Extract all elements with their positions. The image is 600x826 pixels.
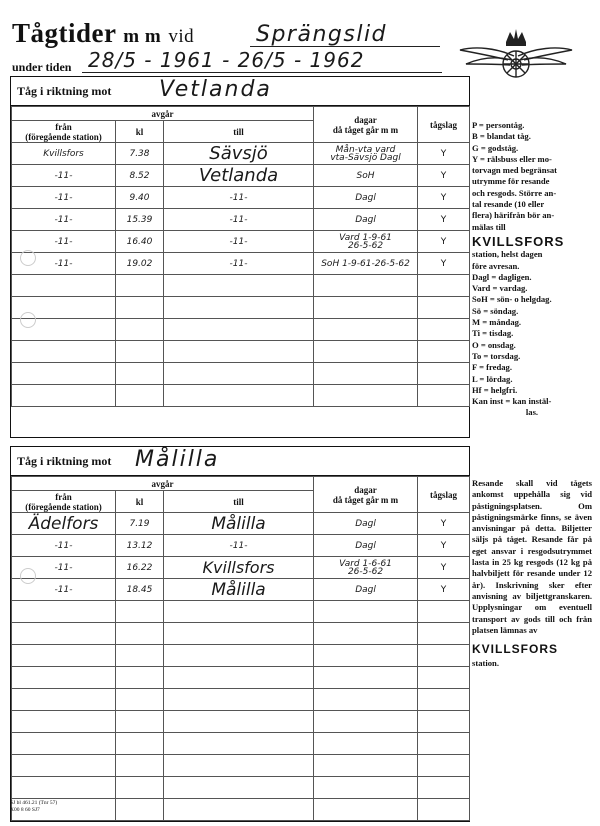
table-row xyxy=(12,165,470,187)
notice-end: station. xyxy=(472,658,499,669)
legend-line: Kan inst = kan instäl- xyxy=(472,396,552,407)
table-row-empty xyxy=(12,601,470,623)
punch-hole xyxy=(20,250,36,266)
table-row xyxy=(12,557,470,579)
cell-type: Y xyxy=(418,535,470,557)
cell-days: Vard 1-6-61 26-5-62 xyxy=(314,557,418,579)
cell-days: Dagl xyxy=(314,187,418,209)
table-row-empty xyxy=(12,645,470,667)
cell-from: -11- xyxy=(12,557,116,579)
col-header-tagslag: tågslag xyxy=(418,107,470,143)
legend-line: L = lördag. xyxy=(472,373,513,384)
table-row-empty xyxy=(12,777,470,799)
punch-hole xyxy=(20,312,36,328)
col-header-fran: från (föregående station) xyxy=(12,491,116,513)
table-row xyxy=(12,253,470,275)
table-row xyxy=(12,143,470,165)
legend-line: mälas till xyxy=(472,221,506,232)
col-header-avgar: avgår xyxy=(12,477,314,491)
form-number: SJ bl 461.21 (Tnr 57) xyxy=(10,800,58,806)
cell-time: 15.39 xyxy=(116,209,164,231)
col-header-tagslag: tågslag xyxy=(418,477,470,513)
cell-type: Y xyxy=(418,513,470,535)
page-title xyxy=(12,18,194,49)
direction-name: Målilla xyxy=(135,447,220,472)
legend-line: Sö = söndag. xyxy=(472,305,519,316)
legend-line: station, helst dagen xyxy=(472,249,543,260)
cell-type: Y xyxy=(418,253,470,275)
legend-line: G = godståg. xyxy=(472,142,519,153)
table-row-empty xyxy=(12,623,470,645)
col-header-till: till xyxy=(164,121,314,143)
legend-line: Dagl = dagligen. xyxy=(472,271,532,282)
cell-from: -11- xyxy=(12,253,116,275)
legend-line: F = fredag. xyxy=(472,362,512,373)
table-row-empty xyxy=(12,799,470,821)
table-row xyxy=(12,187,470,209)
col-header-avgar: avgår xyxy=(12,107,314,121)
cell-days: SoH xyxy=(314,165,418,187)
table-row-empty xyxy=(12,733,470,755)
period-underline xyxy=(82,72,442,73)
cell-to: Målilla xyxy=(164,579,314,601)
cell-from: Ädelfors xyxy=(12,513,116,535)
table-row-empty xyxy=(12,275,470,297)
cell-type: Y xyxy=(418,165,470,187)
legend-line: SoH = sön- o helgdag. xyxy=(472,294,552,305)
section-label: Tåg i riktning mot xyxy=(17,454,112,468)
legend-line: P = persontåg. xyxy=(472,120,525,130)
legend-line: O = onsdag. xyxy=(472,339,516,350)
legend-line: M = måndag. xyxy=(472,317,522,328)
section-header xyxy=(11,77,469,106)
col-header-till: till xyxy=(164,491,314,513)
legend xyxy=(472,120,592,419)
cell-type: Y xyxy=(418,231,470,253)
table-row xyxy=(12,209,470,231)
table-row-empty xyxy=(12,689,470,711)
cell-to: Sävsjö xyxy=(164,143,314,165)
cell-time: 16.40 xyxy=(116,231,164,253)
legend-line: To = torsdag. xyxy=(472,350,521,361)
col-header-kl: kl xyxy=(116,491,164,513)
table-row-empty xyxy=(12,711,470,733)
cell-time: 18.45 xyxy=(116,579,164,601)
station-name: Sprängslid xyxy=(256,22,388,47)
legend-line: utrymme för resande xyxy=(472,176,550,187)
legend-line: Hf = helgfri. xyxy=(472,384,518,395)
cell-to: -11- xyxy=(164,187,314,209)
cell-from: -11- xyxy=(12,187,116,209)
col-header-dagar: dagar då tåget går m m xyxy=(314,477,418,513)
cell-type: Y xyxy=(418,557,470,579)
print-code: X00 8 60 SJ7 xyxy=(10,807,40,813)
col-header-kl: kl xyxy=(116,121,164,143)
cell-type: Y xyxy=(418,209,470,231)
cell-to: Målilla xyxy=(164,513,314,535)
notice-text: Resande skall vid tågets ankomst uppehålla sig vid påstigningsplatsen. Om påstigningsmärke finns, se även anvisningar på detta. Biljetter säljs på tåget. Resande får på eget ansvar i resgodsutrymmet lasta in 25 kg resgods (12 kg på halvbiljett för resande under 12 år). Inskrivning sker efter anvisning av biljettgranskaren. Upplysningar om eventuell transport av gods till och från platsen lämnas av xyxy=(472,478,592,635)
period-value: 28/5 - 1961 - 26/5 - 1962 xyxy=(88,48,365,72)
cell-to: -11- xyxy=(164,253,314,275)
station-stamp: KVILLSFORS xyxy=(472,642,559,657)
table-row-empty xyxy=(12,755,470,777)
table-row-empty xyxy=(12,385,470,407)
station-stamp: KVILLSFORS xyxy=(472,233,565,249)
cell-type: Y xyxy=(418,143,470,165)
table-row-empty xyxy=(12,363,470,385)
cell-days: Mån-vta vard vta-Sävsjö Dagl xyxy=(314,143,418,165)
cell-from: -11- xyxy=(12,231,116,253)
cell-days: Dagl xyxy=(314,535,418,557)
timetable-section-vetlanda xyxy=(10,76,470,438)
cell-to: -11- xyxy=(164,231,314,253)
timetable xyxy=(11,106,470,407)
col-header-fran: från (föregående station) xyxy=(12,121,116,143)
cell-days: Vard 1-9-61 26-5-62 xyxy=(314,231,418,253)
station-underline xyxy=(250,46,440,47)
timetable xyxy=(11,476,470,821)
table-row xyxy=(12,535,470,557)
cell-from: -11- xyxy=(12,165,116,187)
cell-days: Dagl xyxy=(314,209,418,231)
cell-to: Vetlanda xyxy=(164,165,314,187)
cell-from: Kvillsfors xyxy=(12,143,116,165)
title-text: Tågtider xyxy=(12,18,116,48)
cell-from: -11- xyxy=(12,579,116,601)
cell-days: Dagl xyxy=(314,513,418,535)
cell-days: Dagl xyxy=(314,579,418,601)
cell-time: 7.38 xyxy=(116,143,164,165)
legend-line: torvagn med begränsat xyxy=(472,165,557,176)
cell-time: 13.12 xyxy=(116,535,164,557)
table-row xyxy=(12,579,470,601)
table-row xyxy=(12,231,470,253)
form-footer xyxy=(10,800,57,814)
direction-name: Vetlanda xyxy=(159,77,272,102)
cell-type: Y xyxy=(418,187,470,209)
legend-line: före avresan. xyxy=(472,260,520,271)
legend-line: las. xyxy=(525,407,539,418)
cell-to: -11- xyxy=(164,209,314,231)
table-row-empty xyxy=(12,297,470,319)
section-label: Tåg i riktning mot xyxy=(17,84,112,98)
legend-line: Y = rälsbuss eller mo- xyxy=(472,153,552,164)
legend-line: Vard = vardag. xyxy=(472,283,528,294)
section-header xyxy=(11,447,469,476)
legend-line: och resgods. Större an- xyxy=(472,187,557,198)
timetable-section-malilla xyxy=(10,446,470,822)
cell-from: -11- xyxy=(12,209,116,231)
title-mm: m m xyxy=(123,26,162,47)
col-header-dagar: dagar då tåget går m m xyxy=(314,107,418,143)
sj-winged-wheel-emblem xyxy=(456,20,576,92)
passenger-notice xyxy=(472,478,592,670)
cell-time: 8.52 xyxy=(116,165,164,187)
table-row-empty xyxy=(12,319,470,341)
cell-time: 7.19 xyxy=(116,513,164,535)
table-row-empty xyxy=(12,667,470,689)
cell-time: 19.02 xyxy=(116,253,164,275)
cell-to: Kvillsfors xyxy=(164,557,314,579)
cell-to: -11- xyxy=(164,535,314,557)
cell-time: 16.22 xyxy=(116,557,164,579)
table-row xyxy=(12,513,470,535)
legend-line: Ti = tisdag. xyxy=(472,328,514,339)
cell-type: Y xyxy=(418,579,470,601)
cell-days: SoH 1-9-61-26-5-62 xyxy=(314,253,418,275)
cell-time: 9.40 xyxy=(116,187,164,209)
title-vid: vid xyxy=(168,26,195,47)
legend-line: B = blandat tåg. xyxy=(472,131,531,142)
period-label: under tiden xyxy=(12,60,72,74)
cell-from: -11- xyxy=(12,535,116,557)
legend-line: tal resande (10 eller xyxy=(472,199,545,210)
table-row-empty xyxy=(12,341,470,363)
legend-line: flera) härifrån bör an- xyxy=(472,210,555,221)
punch-hole xyxy=(20,568,36,584)
